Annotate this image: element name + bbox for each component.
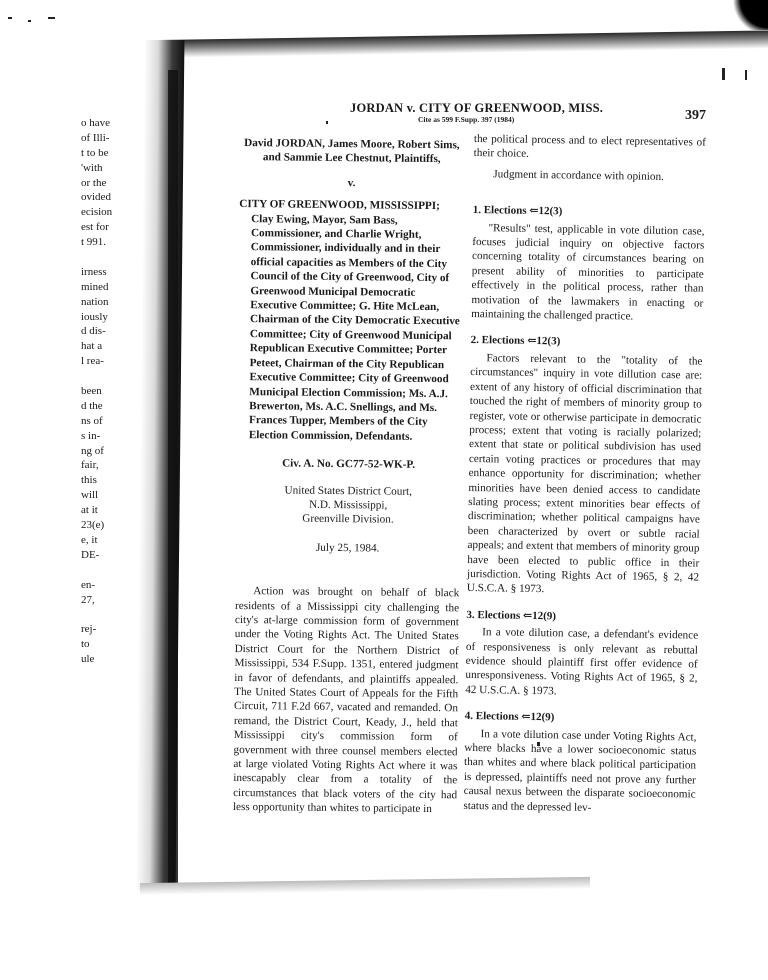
headnote-text: In a vote dilution case under Voting Rights Act, where blacks have a lower socioeconomic status than whites and where black political participation is depressed, plaintiffs need not prove any further causal nexus between the disparate socioeconomic status and the depressed lev-	[463, 727, 697, 814]
civil-action-number: Civ. A. No. GC77-52-WK-P.	[282, 457, 416, 471]
left-column	[233, 136, 464, 817]
headnote	[463, 709, 697, 816]
synopsis-continued: the political process and to elect representatives of their choice.	[473, 132, 706, 161]
versus: v.	[347, 176, 356, 190]
plaintiffs: David JORDAN, James Moore, Robert Sims, and Sammie Lee Chestnut, Plaintiffs,	[244, 137, 460, 166]
citation: Cite as 599 F.Supp. 397 (1984)	[418, 115, 515, 124]
scan-speck	[48, 17, 55, 19]
scan-binding-edge	[168, 70, 178, 890]
court-division: Greenville Division.	[302, 513, 394, 526]
running-head: JORDAN v. CITY OF GREENWOOD, MISS.	[350, 101, 604, 115]
headnote	[467, 333, 703, 599]
scan-speck	[722, 68, 725, 80]
headnote-heading: 4. Elections ⇐12(9)	[464, 710, 555, 724]
scan-top-shadow	[160, 30, 768, 58]
headnote-heading: 3. Elections ⇐12(9)	[466, 608, 557, 623]
headnote-heading: 2. Elections ⇐12(3)	[470, 334, 561, 348]
page-number: 397	[685, 108, 706, 123]
headnote-text: Factors relevant to the "totality of the circumstances" inquiry in vote dillution case are: extent of any history of official discrimination that touched the right of members of minority group to register, vote or otherwise participate in democratic process; extent that voting is racially polarized; extent that state or political subdivision has used certain voting practices or procedures that may enhance opportunity for discrimination; whether minorities have been denied access to candidate slating process; extent minorities bear effects of discrimination; whether political campaigns have been characterized by overt or subtle racial appeals; and extent that members of minority group have been elected to public office in their jurisdiction. Voting Rights Act of 1965, § 2, 42 U.S.C.A. § 1973.	[466, 352, 703, 596]
decision-date: July 25, 1984.	[315, 541, 380, 555]
scan-corner-shadow	[728, 0, 768, 30]
headnote	[465, 608, 698, 701]
headnote	[471, 203, 705, 325]
court-line: United States District Court,	[284, 484, 413, 498]
scan-speck	[745, 70, 747, 80]
defendants: CITY OF GREENWOOD, MISSISSIPPI; Clay Ewing, Mayor, Sam Bass, Commissioner, and Charlie Wright, Commissioner, individually and in their official capacities as Members of the City Council of the City of Greenwood, City of Greenwood Municipal Democratic Executive Committee; G. Hite McLean, Chairman of the City Democratic Executive Committee; City of Greenwood Municipal Republican Executive Committee; Porter Peteet, Chairman of the City Republican Executive Committee; City of Greenwood Municipal Election Commission; Ms. A.J. Brewerton, Ms. A.C. Snellings, and Ms. Frances Tupper, Members of the City Election Commission, Defendants.	[239, 198, 460, 443]
judgment: Judgment in accordance with opinion.	[493, 168, 664, 183]
facing-page-fragment: o have of Illi- t to be 'with or the ovided ecision est for t 991. irness mined nation iously d dis- hat a l rea- been d the ns of s in- ng of fair, this will at it 23(e) e, it DE- en- 27, rej- to ule	[81, 117, 113, 666]
scan-speck	[8, 17, 12, 19]
synopsis: Action was brought on behalf of black residents of a Mississippi city challenging the city's at-large commission form of government under the Voting Rights Act. The United States District Court for the Northern District of Mississippi, 534 F.Supp. 1351, entered judgment in favor of defendants, and plaintiffs appealed. The United States Court of Appeals for the Fifth Circuit, 711 F.2d 667, vacated and remanded. On remand, the District Court, Keady, J., held that Mississippi city's commission form of government with three counsel members elected at large violated Voting Rights Act where it was inescapably clear from a totality of the circumstances that black voters of the city had less opportunity than whites to participate in	[232, 585, 460, 816]
court-district: N.D. Mississippi,	[308, 498, 388, 512]
headnote-text: In a vote dilution case, a defendant's evidence of responsiveness is only relevant as rebuttal evidence should plaintiff first offer evidence of unresponsiveness. Voting Rights Act of 1965, § 2, 42 U.S.C.A. § 1973.	[465, 626, 699, 698]
right-column	[463, 132, 706, 817]
scan-speck	[326, 121, 328, 124]
scan-speck	[28, 20, 31, 22]
headnote-heading: 1. Elections ⇐12(3)	[472, 204, 563, 218]
headnote-text: "Results" test, applicable in vote dilution case, focuses judicial inquiry on objective factors concerning totality of circumstances bearing on present ability of minorities to participate effectively in the political process, rather than motivation of the lawmakers in enacting or maintaining the challenged practice.	[471, 221, 705, 323]
scan-bottom-shadow	[140, 877, 590, 895]
